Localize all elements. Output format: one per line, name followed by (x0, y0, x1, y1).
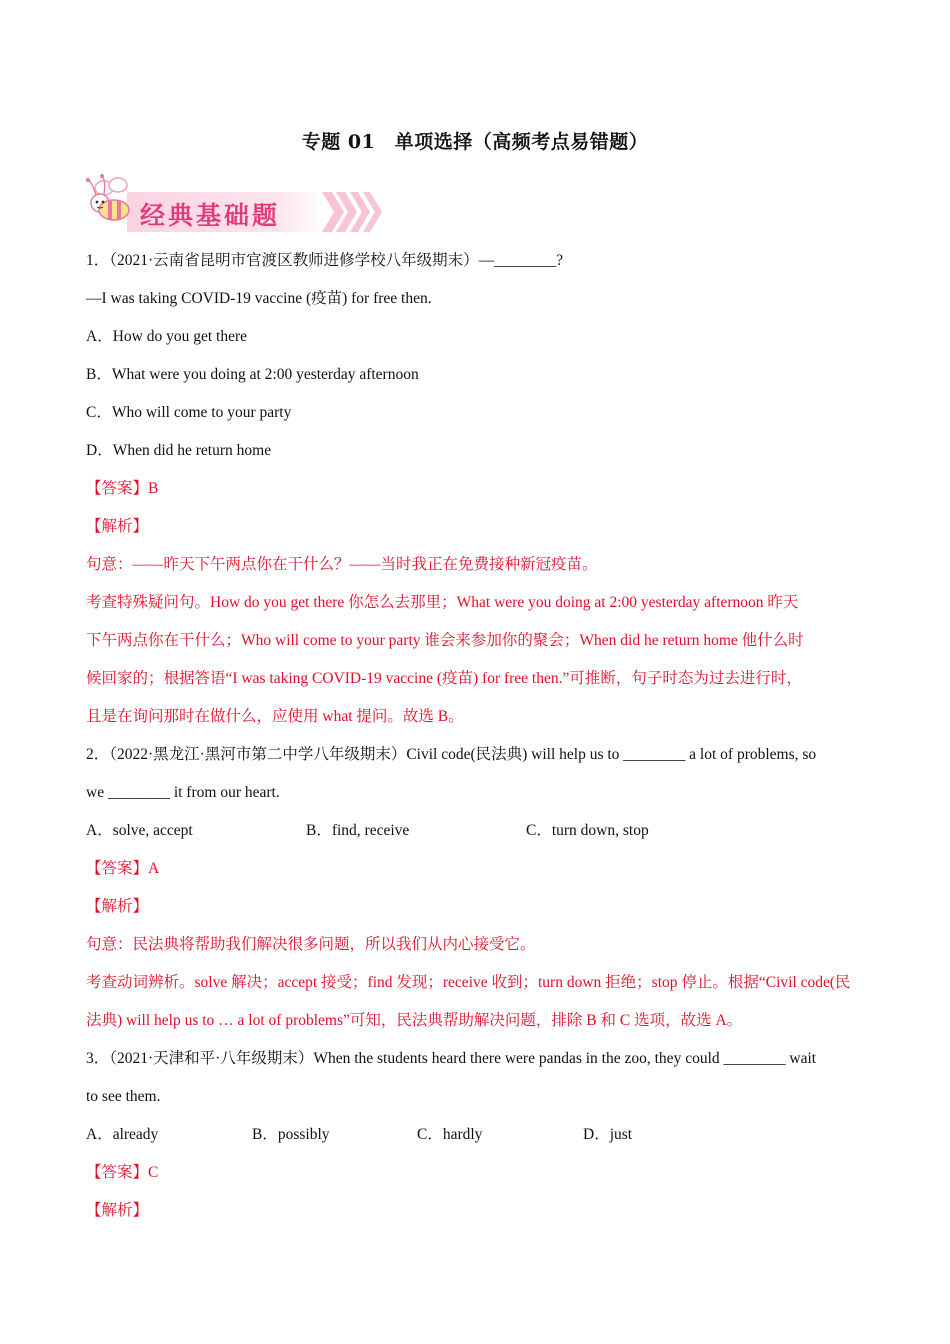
question-1-answer: 【答案】B (86, 480, 159, 497)
question-1-analysis-line: 且是在询问那时在做什么，应使用 what 提问。故选 B。 (86, 708, 464, 725)
question-3-stem: 3．（2021·天津和平·八年级期末）When the students heard there were pandas in the zoo, they could ________ wait (86, 1050, 817, 1067)
question-3-analysis-label: 【解析】 (86, 1202, 149, 1219)
question-2-analysis-line: 句意：民法典将帮助我们解决很多问题，所以我们从内心接受它。 (86, 936, 536, 953)
question-2-option-b: B．find, receive (306, 822, 410, 839)
question-1-analysis-line: 考查特殊疑问句。How do you get there 你怎么去那里；What were you doing at 2:00 yesterday afternoon 昨天 (86, 594, 799, 611)
question-1-option-c: C．Who will come to your party (86, 404, 292, 421)
question-3-answer: 【答案】C (86, 1164, 159, 1181)
question-2-answer: 【答案】A (86, 860, 160, 877)
question-3-option-d: D．just (583, 1126, 633, 1143)
question-2-analysis-line: 法典) will help us to … a lot of problems”可知，民法典帮助解决问题，排除 B 和 C 选项，故选 A。 (86, 1012, 743, 1029)
question-2-analysis-label: 【解析】 (86, 898, 149, 915)
question-3-option-a: A．already (86, 1126, 159, 1143)
question-1-analysis-line: 下午两点你在干什么；Who will come to your party 谁会来参加你的聚会；When did he return home 他什么时 (86, 632, 804, 649)
question-3-option-c: C．hardly (417, 1126, 483, 1143)
question-3-option-b: B．possibly (252, 1126, 330, 1143)
question-1-analysis-line: 句意：——昨天下午两点你在干什么？——当时我正在免费接种新冠疫苗。 (86, 556, 598, 573)
question-1-option-b: B．What were you doing at 2:00 yesterday afternoon (86, 366, 419, 383)
question-2-stem-cont: we ________ it from our heart. (86, 784, 280, 801)
question-1-analysis-label: 【解析】 (86, 518, 149, 535)
question-2-option-c: C．turn down, stop (526, 822, 649, 839)
question-1-analysis-line: 候回家的；根据答语“I was taking COVID-19 vaccine (疫苗) for free then.”可推断，句子时态为过去进行时， (86, 670, 802, 687)
question-2-stem: 2．（2022·黑龙江·黑河市第二中学八年级期末）Civil code(民法典) will help us to ________ a lot of problems, so (86, 746, 817, 763)
bee-icon (86, 174, 129, 220)
question-1-stem: 1．（2021·云南省昆明市官渡区教师进修学校八年级期末）—________? (86, 252, 564, 269)
question-1-stem-cont: —I was taking COVID-19 vaccine (疫苗) for free then. (86, 290, 432, 307)
question-3-stem-cont: to see them. (86, 1088, 161, 1105)
question-1-option-d: D．When did he return home (86, 442, 272, 459)
section-banner (82, 168, 392, 238)
question-2-option-a: A．solve, accept (86, 822, 193, 839)
question-2-analysis-line: 考查动词辨析。solve 解决；accept 接受；find 发现；receive 收到；turn down 拒绝；stop 停止。根据“Civil code(民 (86, 974, 851, 991)
question-1-option-a: A．How do you get there (86, 328, 247, 345)
page-title: 专题 01 单项选择（高频考点易错题） (301, 131, 649, 153)
section-banner-text: 经典基础题 (140, 201, 281, 230)
